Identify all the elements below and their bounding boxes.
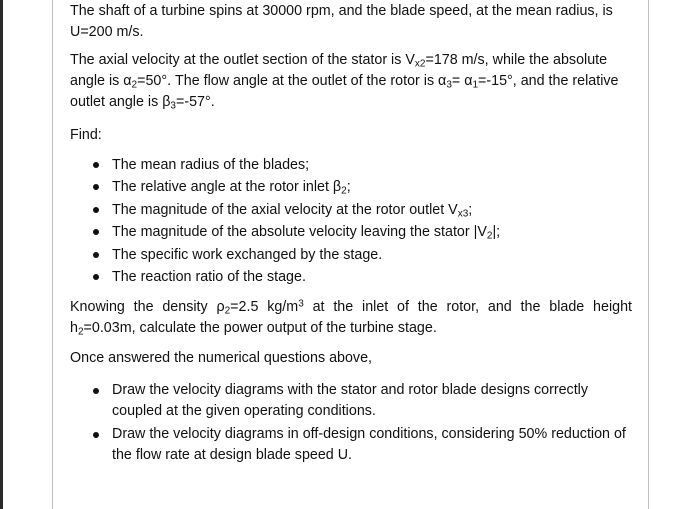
list-item: Draw the velocity diagrams in off-design conditions, considering 50% reduction of the flow rate at design blade speed U. <box>70 424 632 466</box>
text-segment: The axial velocity at the outlet section of the stator is V <box>70 52 415 68</box>
list-item <box>70 176 632 198</box>
item-text: The specific work exchanged by the stage. <box>112 246 383 263</box>
text-segment: at the inlet of the rotor, and the blade height h <box>70 299 632 336</box>
subscript: 2 <box>486 230 493 242</box>
list-item <box>70 221 632 243</box>
subscript: 3 <box>170 100 176 112</box>
density-paragraph <box>70 297 632 339</box>
text-segment: =178 m/s, while the absolute angle is α <box>70 52 608 89</box>
find-list <box>70 154 632 288</box>
draw-list <box>70 380 632 468</box>
window-left-edge <box>0 0 3 509</box>
subscript: 2 <box>341 185 347 197</box>
superscript: 3 <box>298 298 304 310</box>
once-answered-paragraph: Once answered the numerical questions above, <box>70 350 373 366</box>
text-segment: =-57°. <box>175 94 215 110</box>
text-segment: =2.5 kg/m <box>230 299 299 315</box>
list-item: Draw the velocity diagrams with the stator and rotor blade designs correctly coupled at the given operating conditions. <box>70 380 632 422</box>
item-text: The magnitude of the absolute velocity leaving the stator |V <box>112 224 487 241</box>
list-item <box>70 154 632 176</box>
subscript: 3 <box>446 79 452 91</box>
item-tail: |; <box>492 224 501 241</box>
text-segment: =0.03m, calculate the power output of the turbine stage. <box>83 320 437 336</box>
text-segment: =-15°, and the relative outlet angle is β <box>70 73 619 110</box>
text-segment: =50°. The flow angle at the outlet of the rotor is α <box>137 73 447 89</box>
list-item <box>70 244 632 266</box>
subscript: 1 <box>472 79 479 91</box>
subscript: 2 <box>131 79 138 91</box>
list-item <box>70 266 632 288</box>
item-tail: ; <box>346 179 351 196</box>
subscript: x3 <box>457 208 469 220</box>
item-text: The relative angle at the rotor inlet β <box>112 179 342 196</box>
text-segment: Knowing the density ρ <box>70 299 225 315</box>
find-label: Find: <box>70 127 102 143</box>
item-text: The reaction ratio of the stage. <box>112 268 306 285</box>
list-item <box>70 199 632 221</box>
item-text: The mean radius of the blades; <box>112 157 310 173</box>
subscript: x2 <box>414 58 426 70</box>
subscript: 2 <box>77 326 84 338</box>
text-segment: = α <box>451 73 473 89</box>
subscript: 2 <box>224 305 231 317</box>
intro-paragraph: The shaft of a turbine spins at 30000 rpm, and the blade speed, at the mean radius, is U=200 m/s. <box>70 3 613 40</box>
given-velocity-paragraph <box>70 50 632 113</box>
item-text: The magnitude of the axial velocity at the rotor outlet V <box>112 201 458 218</box>
item-tail: ; <box>468 201 473 218</box>
